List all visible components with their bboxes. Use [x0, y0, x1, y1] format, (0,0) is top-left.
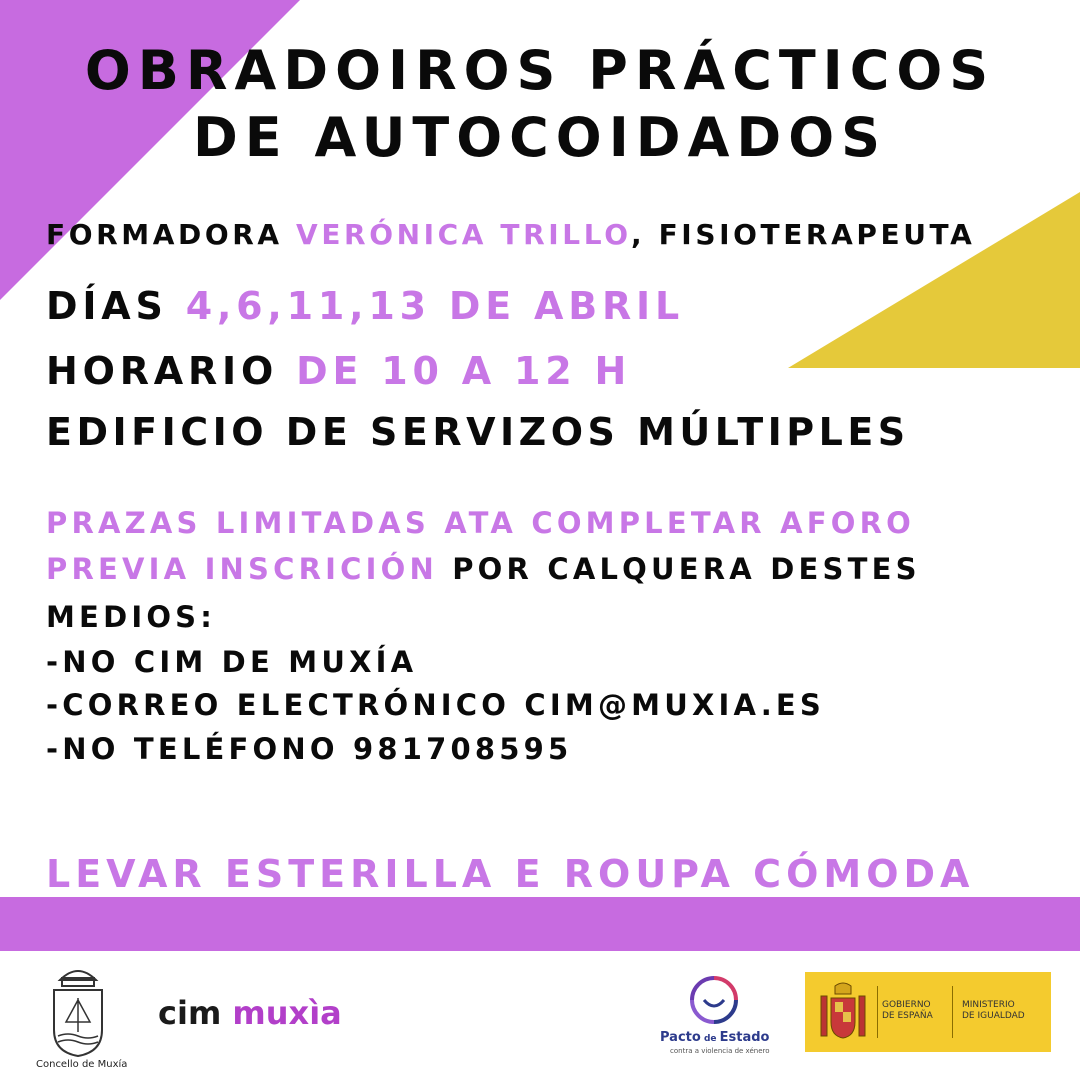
estado-word: Estado [719, 1030, 770, 1045]
medios-label: MEDIOS: [46, 600, 217, 634]
pacto-estado-logo-icon [678, 970, 750, 1028]
ministerio-line-2: DE IGUALDAD [962, 1011, 1025, 1021]
formadora-line [46, 218, 975, 251]
ministerio-divider [952, 986, 953, 1038]
prazas-limitadas-line: PRAZAS LIMITADAS ATA COMPLETAR AFORO [46, 506, 915, 540]
contact-option-email: -CORREO ELECTRÓNICO CIM@MUXIA.ES [46, 688, 826, 722]
horario-value: DE 10 A 12 H [296, 349, 632, 393]
spain-coat-of-arms-icon [817, 982, 869, 1042]
cim-logo-text: cim [158, 994, 233, 1032]
dias-line [46, 284, 684, 328]
de-word: de [700, 1034, 720, 1044]
concello-crest-icon [48, 960, 108, 1058]
calquera-label: POR CALQUERA DESTES [437, 552, 921, 586]
previa-inscricion-label: PREVIA INSCRICIÓN [46, 552, 438, 586]
dias-label: DÍAS [46, 284, 186, 328]
muxia-logo-text: muxìa [232, 994, 342, 1032]
horario-label: HORARIO [46, 349, 297, 393]
contact-option-cim: -NO CIM DE MUXÍA [46, 645, 418, 679]
pacto-estado-subtitle: contra a violencia de xénero [670, 1047, 770, 1055]
formadora-label: FORMADORA [46, 218, 297, 251]
ministerio-line-1: MINISTERIO [962, 1000, 1015, 1010]
pacto-word: Pacto [660, 1030, 701, 1045]
ministerio-label [962, 1000, 1025, 1022]
pacto-estado-label [660, 1030, 769, 1045]
gobierno-line-1: GOBIERNO [882, 1000, 931, 1010]
gobierno-divider [877, 986, 878, 1038]
formadora-name: VERÓNICA TRILLO [296, 218, 631, 251]
concello-label: Concello de Muxía [36, 1059, 128, 1070]
contact-option-phone: -NO TELÉFONO 981708595 [46, 732, 573, 766]
formadora-role: , FISIOTERAPEUTA [630, 218, 976, 251]
levar-line: LEVAR ESTERILLA E ROUPA CÓMODA [46, 852, 975, 896]
title-line-2: DE AUTOCOIDADOS [192, 106, 888, 169]
horario-line [46, 349, 631, 393]
dias-value: 4,6,11,13 DE ABRIL [185, 284, 684, 328]
cim-muxia-logo [158, 994, 342, 1032]
purple-band [0, 897, 1080, 951]
gobierno-line-2: DE ESPAÑA [882, 1011, 933, 1021]
lugar-line: EDIFICIO DE SERVIZOS MÚLTIPLES [46, 410, 910, 454]
gobierno-label [882, 1000, 933, 1022]
previa-inscricion-line [46, 552, 921, 586]
title-line-1: OBRADOIROS PRÁCTICOS [84, 39, 996, 102]
ministerio-igualdad-logo [805, 972, 1051, 1052]
